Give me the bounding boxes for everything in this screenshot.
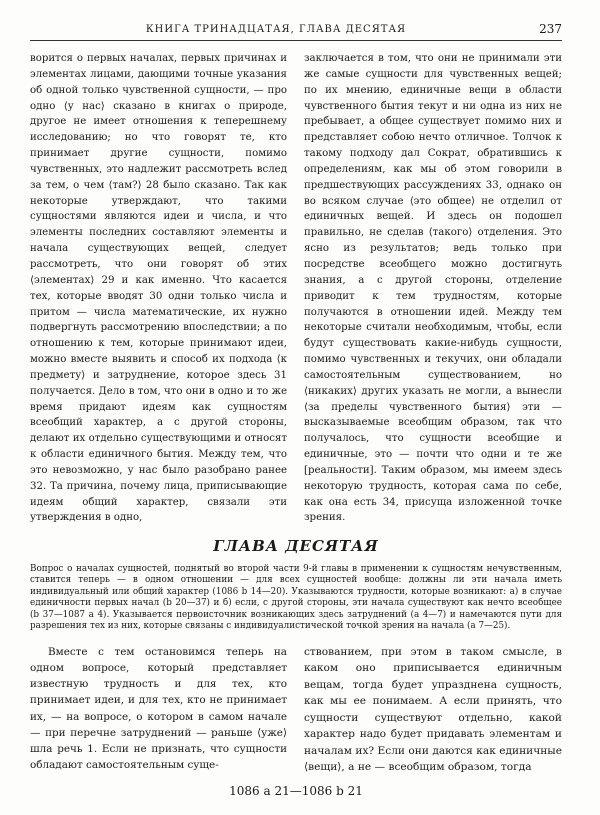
paragraph: ворится о первых началах, первых причинах и элементах лицами, дающими точные указания об одной только чувственной сущности, — про одно ⟨у нас⟩ сказано в книгах о природе, другое не имеет отношения к теперешнему исследованию; но что говорят те, кто принимает другие сущности, помимо чувственных, это надлежит рассмотреть вслед за тем, о чем ⟨там?⟩ 28 было сказано. Так как некоторые утверждают, что такими сущностями являются идеи и числа, и что элементы последних составляют элементы и начала существующих вещей, следует рассмотреть, что они говорят об этих ⟨элементах⟩ 29 и как именно. Что касается тех, которые вводят 30 одни только числа и притом — числа математические, их нужно подвергнуть рассмотрению впоследствии; а по отношению к тем, которые принимают идеи, можно вместе выявить и способ их подхода ⟨к предмету⟩ и затруднение, которое здесь 31 получается. Дело в том, что они в одно и то же время придают идеям как сущностям всеобщий характер, а с другой стороны, делают их отдельно существующими и относят к области единичного бытия. Между тем, что это невозможно, у нас было разобрано ранее 32. Та причина, почему лица, приписывающие идеям общий характер, связали эти утверждения в одно, — [30, 53, 287, 524]
text-column-bottom-right — [304, 644, 562, 784]
header-rule — [30, 40, 562, 41]
text-column-left — [30, 51, 287, 534]
text-column-bottom-left — [30, 644, 287, 784]
paragraph: заключается в том, что они не принимали эти же самые сущности для чувственных вещей; по их мнению, единичные вещи в области чувственного бытия текут и ни одна из них не пребывает, а общее существует помимо них и представляет собою нечто отличное. Толчок к такому подходу дал Сократ, обратившись к определениям, как мы об этом говорили в предшествующих рассуждениях 33, однако он во всяком случае ⟨это общее⟩ не отделил от единичных вещей. И здесь он подошел правильно, не сделав ⟨такого⟩ отделения. Это ясно из результатов; ведь только при посредстве всеобщего можно достигнуть знания, а с другой стороны, отделение приводит к тем трудностям, которые получаются в отношении идей. Между тем некоторые считали необходимым, чтобы, если будут существовать какие-нибудь сущности, помимо чувственных и текучих, они обладали самостоятельным существованием, но ⟨никаких⟩ других указать не могли, а вынесли ⟨за пределы чувственного бытия⟩ эти — высказываемые всеобщим образом, так что получалось, что сущности всеобщие и единичные, это — почти что одни и те же [реальности]. Таким образом, мы имеем здесь некоторую трудность, которая сама по себе, как она есть 34, присуща изложенной точке зрения. — [304, 53, 562, 524]
paragraph: ствованием, при этом в таком смысле, в каком оно приписывается единичным вещам, тогда будет упразднена сущность, как мы ее понимаем. А если принять, что сущности существуют отдельно, какой характер надо будет придавать элементам и началам их? Если они даются как единичные ⟨вещи⟩, а не — всеобщим образом, тогда — [304, 646, 562, 774]
paragraph: Вместе с тем остановимся теперь на одном вопросе, который представляет известную трудность и для тех, кто принимает идеи, и для тех, кто не принимает их, — на вопросе, о котором в самом начале — при перечне затруднений — раньше ⟨уже⟩ шла речь 1. Если не признать, что сущности обладают самостоятельным суще- — [30, 646, 287, 772]
page-header — [30, 22, 562, 38]
bekker-reference: 1086 a 21—1086 b 21 — [229, 784, 363, 798]
page-number: 237 — [539, 22, 562, 36]
running-title: КНИГА ТРИНАДЦАТАЯ, ГЛАВА ДЕСЯТАЯ — [145, 24, 407, 35]
chapter-summary: Вопрос о началах сущностей, поднятый во второй части 9-й главы в применении к сущностям нечувственным, ставится теперь — в одном отношении — для всех сущностей вообще: должны ли эти начала иметь индивидуальный или общий характер (1086 b 14—20). Указываются трудности, которые возникают: а) в случае единичности первых начал (b 20—37) и б) если, с другой стороны, эти начала существуют как нечто всеобщее (b 37—1087 a 4). Указывается первоисточник возникающих здесь затруднений (a 4—7) и намечаются пути для разрешения тех из них, которые связаны с индивидуалистической точкой зрения на начала (a 7—25). — [30, 564, 562, 632]
chapter-title: ГЛАВА ДЕСЯТАЯ — [213, 537, 379, 555]
text-column-right — [304, 51, 562, 534]
